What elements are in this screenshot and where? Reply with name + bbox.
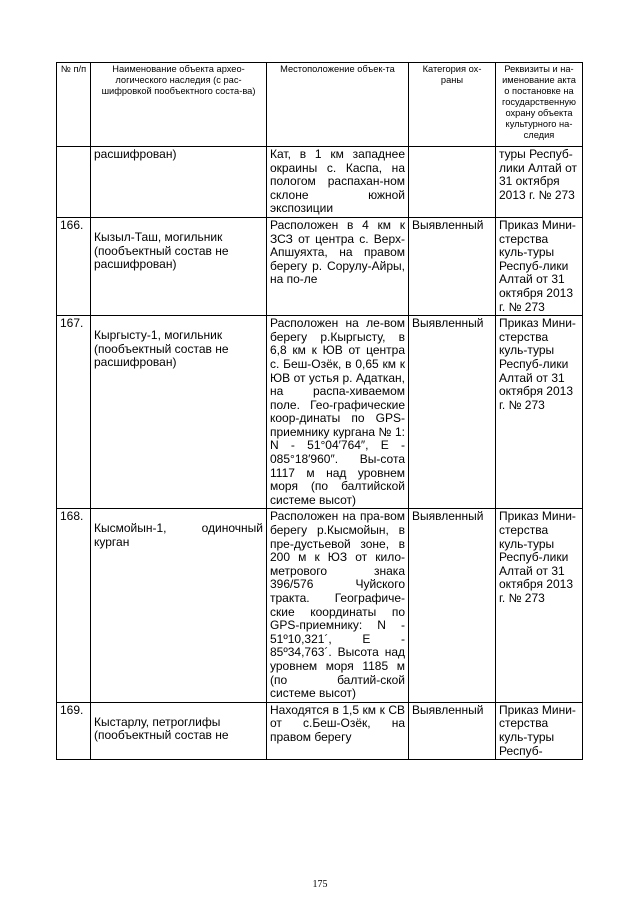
- header-object-name: Наименование объекта архео-логического наследия (с рас-шифровкой пообъектного соста-ва): [91, 63, 267, 147]
- table-row: [57, 702, 583, 759]
- location: Находятся в 1,5 км к СВ от с.Беш-Озёк, на правом берегу: [267, 702, 409, 759]
- category: Выявленный: [409, 316, 496, 509]
- header-location: Местоположение объек-та: [267, 63, 409, 147]
- category: Выявленный: [409, 509, 496, 702]
- object-name: [91, 702, 267, 759]
- object-composition-note: (пообъектный состав не: [94, 728, 229, 743]
- row-number: 167.: [57, 316, 91, 509]
- header-requisites: Реквизиты и на-именование акта о постановке на государственную охрану объекта культурного на-следия: [496, 63, 583, 147]
- requisites: Приказ Мини-стерства куль-туры Респуб-лики Алтай от 31 октября 2013 г. № 273: [496, 217, 583, 315]
- object-name-line: расшифрован): [94, 147, 177, 161]
- page-number: 175: [312, 879, 328, 890]
- header-row: [57, 63, 583, 147]
- object-name-line: Кызыл-Таш, могильник: [94, 229, 223, 244]
- object-name-line: Кысмойын-1, одиночный курган: [94, 521, 263, 550]
- object-composition-note: (пообъектный состав не расшифрован): [94, 341, 229, 370]
- category: Выявленный: [409, 702, 496, 759]
- table-row: [57, 217, 583, 315]
- table-row: [57, 316, 583, 509]
- header-number: № п/п: [57, 63, 91, 147]
- requisites: туры Респуб-лики Алтай от 31 октября 2013 г. № 273: [496, 147, 583, 218]
- location: Расположен на ле-вом берегу р.Кыргысту, в 6,8 км к ЮВ от центра с. Беш-Озёк, в 0,65 км к ЮВ от устья р. Адаткан, на распа-хиваемом поле. Гео-графические коор-динаты по GPS-приемнику кургана № 1: N - 51°04′764″, E - 085°18′960″. Вы-сота 1117 м над уровнем моря (по балтийской системе высот): [267, 316, 409, 509]
- object-name: [91, 316, 267, 509]
- requisites: Приказ Мини-стерства куль-туры Респуб-: [496, 702, 583, 759]
- object-name-line: Кыстарлу, петроглифы: [94, 714, 221, 729]
- object-composition-note: (пообъектный состав не расшифрован): [94, 243, 229, 272]
- table-row: [57, 509, 583, 702]
- location: Кат, в 1 км западнее окраины с. Каспа, на пологом распахан-ном склоне южной экспозиции: [267, 147, 409, 218]
- row-number: 166.: [57, 217, 91, 315]
- row-number: 168.: [57, 509, 91, 702]
- requisites: Приказ Мини-стерства куль-туры Респуб-лики Алтай от 31 октября 2013 г. № 273: [496, 509, 583, 702]
- row-number: [57, 147, 91, 218]
- object-name-line: Кыргысту-1, могильник: [94, 328, 223, 343]
- location: Расположен в 4 км к ЗСЗ от центра с. Верх-Апшуяхта, на правом берегу р. Сорулу-Айры, на по-ле: [267, 217, 409, 315]
- heritage-register-table: [56, 62, 583, 760]
- object-name: [91, 147, 267, 218]
- category: Выявленный: [409, 217, 496, 315]
- header-category: Категория ох-раны: [409, 63, 496, 147]
- table-row: [57, 147, 583, 218]
- category: [409, 147, 496, 218]
- object-name: [91, 509, 267, 702]
- object-name: [91, 217, 267, 315]
- requisites: Приказ Мини-стерства куль-туры Респуб-лики Алтай от 31 октября 2013 г. № 273: [496, 316, 583, 509]
- row-number: 169.: [57, 702, 91, 759]
- location: Расположен на пра-вом берегу р.Кысмойын, в пре-дустьевой зоне, в 200 м к ЮЗ от кило-метрового знака 396/576 Чуйского тракта. Географиче-ские координаты по GPS-приемнику: N - 51º10,321´, E - 85º34,763´. Высота над уровнем моря 1185 м (по балтий-ской системе высот): [267, 509, 409, 702]
